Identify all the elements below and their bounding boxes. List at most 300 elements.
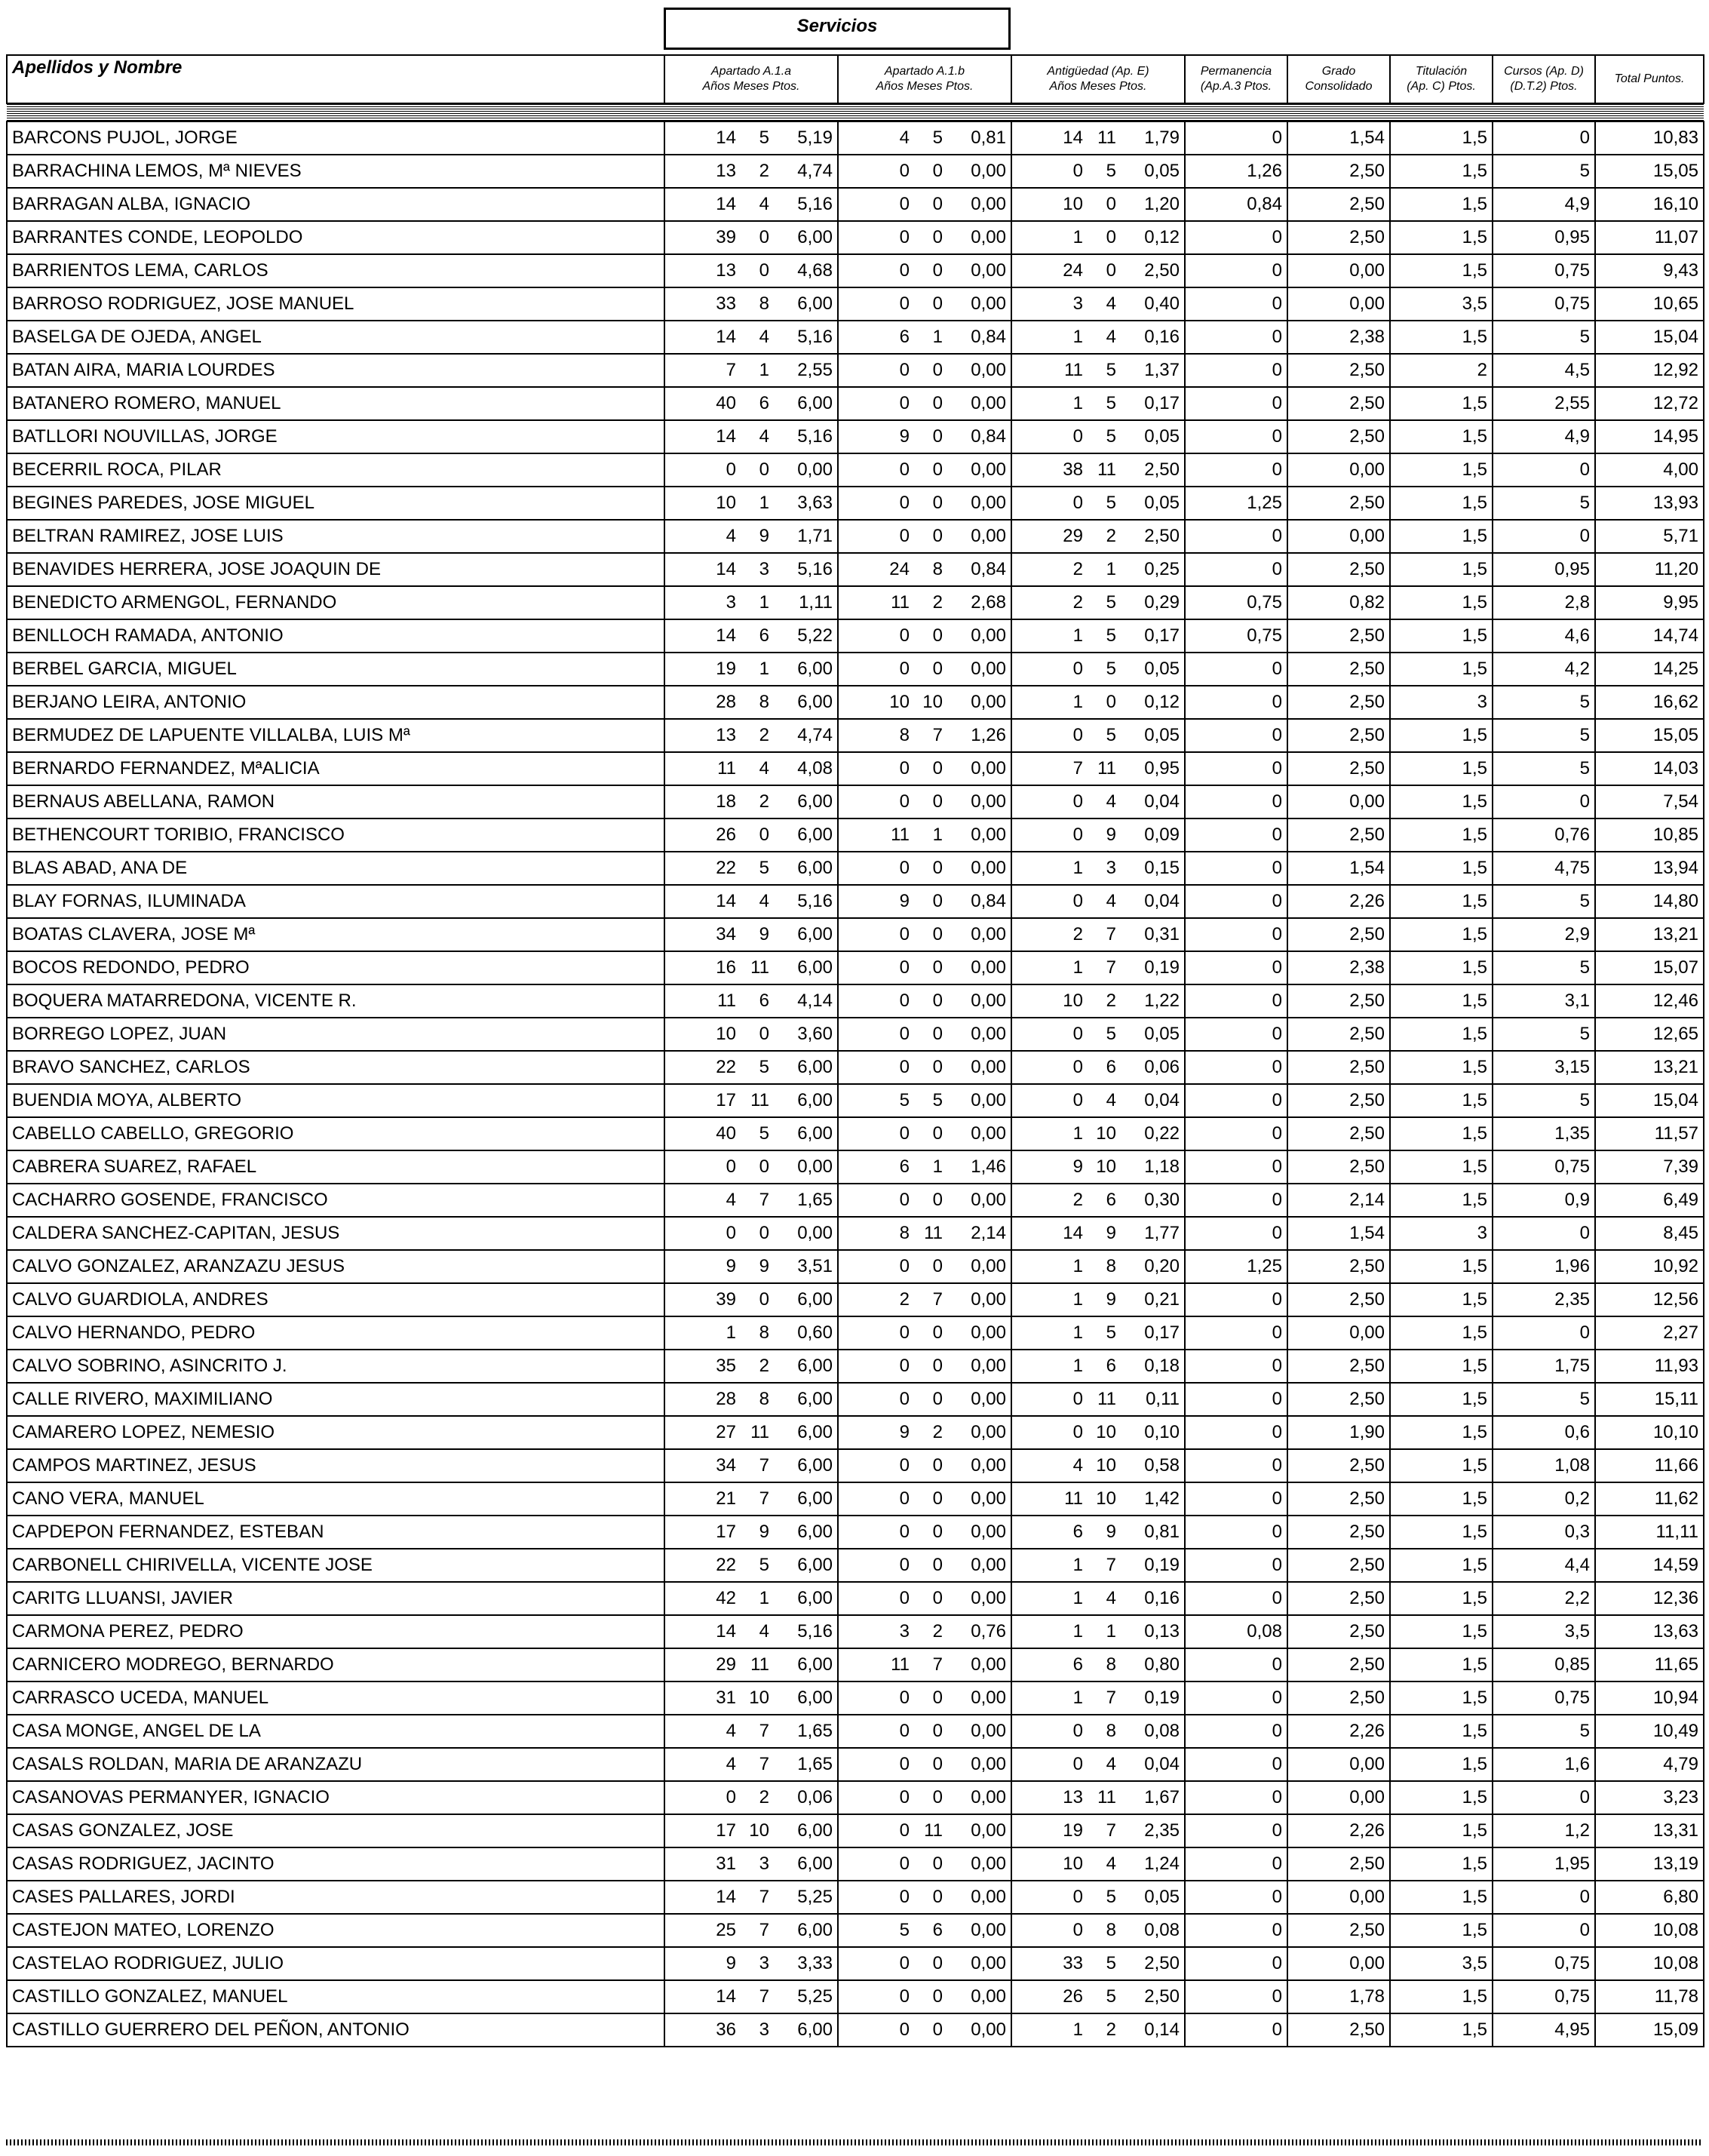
cell-a1b [838, 1250, 1011, 1283]
cell-a1b [838, 719, 1011, 752]
cell-a1b [838, 387, 1011, 420]
cell-antiguedad-years: 2 [1072, 1190, 1083, 1210]
cell-titulacion: 3,5 [1390, 287, 1493, 321]
cell-name: BETHENCOURT TORIBIO, FRANCISCO [7, 818, 664, 852]
cell-cursos: 5 [1493, 885, 1595, 918]
cell-a1b-points: 0,00 [971, 260, 1006, 281]
cell-cursos: 2,8 [1493, 586, 1595, 619]
cell-a1b-points: 0,00 [971, 1787, 1006, 1807]
cell-a1a [664, 1582, 838, 1615]
cell-a1a-points: 1,65 [797, 1721, 833, 1741]
cell-a1a-points: 6,00 [797, 1522, 833, 1542]
cell-cursos: 0 [1493, 453, 1595, 487]
cell-a1a-points: 5,16 [797, 1621, 833, 1642]
cell-grado: 2,50 [1287, 1648, 1390, 1681]
cell-permanencia: 1,25 [1185, 1250, 1287, 1283]
cell-cursos: 5 [1493, 1018, 1595, 1051]
cell-a1b-years: 0 [899, 1688, 910, 1708]
cell-a1a-years: 4 [726, 1190, 736, 1210]
cell-a1b-points: 0,00 [971, 2019, 1006, 2040]
cell-antiguedad-years: 1 [1072, 393, 1083, 413]
cell-titulacion: 1,5 [1390, 1814, 1493, 1847]
cell-name: BENAVIDES HERRERA, JOSE JOAQUIN DE [7, 553, 664, 586]
cell-a1a-points: 5,25 [797, 1986, 833, 2007]
cell-a1a [664, 719, 838, 752]
cell-permanencia: 0 [1185, 553, 1287, 586]
cell-a1a-points: 6,00 [797, 957, 833, 978]
cell-permanencia: 0 [1185, 1748, 1287, 1781]
cell-a1a-months: 9 [759, 526, 769, 546]
cell-grado: 1,90 [1287, 1416, 1390, 1449]
header-name: Apellidos y Nombre [7, 55, 664, 103]
cell-antiguedad-months: 7 [1106, 957, 1116, 978]
cell-antiguedad-years: 1 [1072, 1123, 1083, 1144]
header-a1b: Apartado A.1.b Años Meses Ptos. [838, 55, 1011, 103]
cell-antiguedad-months: 10 [1096, 1123, 1116, 1144]
cell-antiguedad-years: 1 [1072, 1621, 1083, 1642]
table-row [7, 1449, 1704, 1482]
cell-antiguedad-points: 0,40 [1144, 293, 1180, 314]
cell-a1b-years: 0 [899, 1986, 910, 2007]
cell-a1b-points: 0,00 [971, 758, 1006, 779]
cell-total: 16,10 [1595, 188, 1704, 221]
cell-a1a-points: 4,08 [797, 758, 833, 779]
cell-a1a [664, 1117, 838, 1150]
cell-total: 13,94 [1595, 852, 1704, 885]
cell-total: 16,62 [1595, 686, 1704, 719]
cell-a1b [838, 287, 1011, 321]
cell-antiguedad-points: 0,95 [1144, 758, 1180, 779]
cell-a1b-points: 0,00 [971, 360, 1006, 380]
cell-a1b-years: 4 [899, 127, 910, 148]
cell-a1a [664, 852, 838, 885]
table-body [7, 121, 1704, 2047]
cell-a1b-years: 0 [899, 1123, 910, 1144]
cell-grado: 2,50 [1287, 1084, 1390, 1117]
cell-a1a-points: 5,16 [797, 559, 833, 579]
cell-a1b-months: 0 [932, 194, 943, 214]
cell-antiguedad-months: 5 [1106, 161, 1116, 181]
bottom-separator [6, 2139, 1703, 2145]
cell-antiguedad-points: 0,81 [1144, 1522, 1180, 1542]
cell-a1a-points: 5,16 [797, 426, 833, 447]
cell-name: BATAN AIRA, MARIA LOURDES [7, 354, 664, 387]
cell-a1b-years: 5 [899, 1920, 910, 1940]
cell-cursos: 5 [1493, 719, 1595, 752]
cell-name: BARRAGAN ALBA, IGNACIO [7, 188, 664, 221]
cell-cursos: 0,95 [1493, 221, 1595, 254]
cell-a1b [838, 686, 1011, 719]
cell-a1b-points: 0,00 [971, 1820, 1006, 1841]
cell-titulacion: 1,5 [1390, 1781, 1493, 1814]
cell-antiguedad-points: 0,11 [1146, 1389, 1180, 1409]
table-row [7, 2013, 1704, 2047]
cell-a1b [838, 553, 1011, 586]
cell-permanencia: 0 [1185, 1383, 1287, 1416]
header-titulacion: Titulación (Ap. C) Ptos. [1390, 55, 1493, 103]
cell-a1b [838, 1847, 1011, 1881]
cell-name: CAMPOS MARTINEZ, JESUS [7, 1449, 664, 1482]
cell-antiguedad [1011, 1217, 1185, 1250]
cell-cursos: 0 [1493, 785, 1595, 818]
cell-antiguedad-years: 33 [1063, 1953, 1083, 1973]
cell-antiguedad-years: 6 [1072, 1654, 1083, 1675]
cell-antiguedad [1011, 785, 1185, 818]
cell-cursos: 2,9 [1493, 918, 1595, 951]
table-row [7, 1847, 1704, 1881]
cell-grado: 2,50 [1287, 719, 1390, 752]
cell-a1b [838, 1814, 1011, 1847]
cell-cursos: 0,9 [1493, 1184, 1595, 1217]
table-row [7, 1582, 1704, 1615]
cell-a1a-points: 4,74 [797, 725, 833, 745]
cell-antiguedad-months: 4 [1106, 327, 1116, 347]
cell-antiguedad-months: 10 [1096, 1156, 1116, 1177]
cell-a1b [838, 1681, 1011, 1715]
cell-a1b-years: 0 [899, 758, 910, 779]
cell-total: 10,92 [1595, 1250, 1704, 1283]
cell-cursos: 1,2 [1493, 1814, 1595, 1847]
cell-antiguedad-years: 0 [1072, 1721, 1083, 1741]
cell-a1a-years: 26 [716, 825, 736, 845]
cell-a1a-years: 10 [716, 493, 736, 513]
table-row [7, 221, 1704, 254]
cell-antiguedad [1011, 653, 1185, 686]
cell-total: 7,54 [1595, 785, 1704, 818]
cell-grado: 2,50 [1287, 1681, 1390, 1715]
cell-a1b-points: 0,00 [971, 990, 1006, 1011]
cell-a1b-months: 0 [932, 1887, 943, 1907]
cell-antiguedad-points: 0,05 [1144, 1024, 1180, 1044]
cell-a1a [664, 1250, 838, 1283]
cell-permanencia: 0 [1185, 387, 1287, 420]
cell-a1b-months: 0 [932, 791, 943, 812]
cell-titulacion: 3 [1390, 686, 1493, 719]
cell-antiguedad [1011, 520, 1185, 553]
cell-total: 10,49 [1595, 1715, 1704, 1748]
cell-a1b-years: 0 [899, 526, 910, 546]
cell-a1a-months: 1 [759, 493, 769, 513]
cell-a1a-years: 31 [716, 1853, 736, 1874]
cell-antiguedad-points: 2,50 [1144, 1953, 1180, 1973]
cell-a1a-points: 6,00 [797, 1920, 833, 1940]
cell-a1a-months: 1 [759, 592, 769, 613]
table-row [7, 885, 1704, 918]
cell-cursos: 3,1 [1493, 984, 1595, 1018]
cell-a1b [838, 1748, 1011, 1781]
cell-grado: 2,50 [1287, 1383, 1390, 1416]
cell-titulacion: 1,5 [1390, 1681, 1493, 1715]
cell-antiguedad-years: 1 [1072, 957, 1083, 978]
cell-antiguedad-years: 7 [1072, 758, 1083, 779]
cell-titulacion: 1,5 [1390, 1482, 1493, 1516]
cell-a1b [838, 1781, 1011, 1814]
cell-cursos: 2,55 [1493, 387, 1595, 420]
cell-titulacion: 1,5 [1390, 1250, 1493, 1283]
cell-name: CABELLO CABELLO, GREGORIO [7, 1117, 664, 1150]
cell-a1b [838, 1947, 1011, 1980]
cell-grado: 0,00 [1287, 1748, 1390, 1781]
cell-a1a-points: 1,65 [797, 1754, 833, 1774]
cell-a1a-years: 1 [726, 1322, 736, 1343]
cell-a1b [838, 852, 1011, 885]
cell-antiguedad [1011, 1184, 1185, 1217]
cell-total: 10,65 [1595, 287, 1704, 321]
cell-permanencia: 0 [1185, 984, 1287, 1018]
cell-grado: 2,50 [1287, 686, 1390, 719]
cell-a1a [664, 254, 838, 287]
cell-a1b [838, 1316, 1011, 1350]
cell-titulacion: 1,5 [1390, 221, 1493, 254]
cell-cursos: 3,15 [1493, 1051, 1595, 1084]
cell-a1b [838, 1217, 1011, 1250]
cell-permanencia: 0 [1185, 852, 1287, 885]
cell-antiguedad-years: 1 [1072, 1555, 1083, 1575]
cell-antiguedad-points: 0,17 [1144, 625, 1180, 646]
cell-a1b-months: 0 [932, 260, 943, 281]
cell-a1a-points: 5,25 [797, 1887, 833, 1907]
cell-permanencia: 0 [1185, 1084, 1287, 1117]
cell-cursos: 0,75 [1493, 1150, 1595, 1184]
cell-a1a-months: 5 [759, 858, 769, 878]
cell-a1b-years: 0 [899, 493, 910, 513]
cell-antiguedad [1011, 719, 1185, 752]
cell-a1b-points: 0,00 [971, 1024, 1006, 1044]
cell-a1b-months: 0 [932, 1488, 943, 1509]
cell-grado: 1,78 [1287, 1980, 1390, 2013]
cell-antiguedad-months: 10 [1096, 1422, 1116, 1442]
cell-a1a-months: 4 [759, 758, 769, 779]
cell-name: BORREGO LOPEZ, JUAN [7, 1018, 664, 1051]
cell-name: BUENDIA MOYA, ALBERTO [7, 1084, 664, 1117]
cell-a1b [838, 321, 1011, 354]
cell-antiguedad-points: 0,05 [1144, 493, 1180, 513]
cell-antiguedad [1011, 1316, 1185, 1350]
cell-a1a-years: 14 [716, 559, 736, 579]
cell-a1a-points: 6,00 [797, 227, 833, 247]
cell-a1b-months: 0 [932, 1953, 943, 1973]
cell-a1b-months: 0 [932, 161, 943, 181]
cell-a1a-points: 4,68 [797, 260, 833, 281]
cell-antiguedad-years: 2 [1072, 924, 1083, 944]
cell-a1b-years: 0 [899, 858, 910, 878]
table-row [7, 1947, 1704, 1980]
cell-a1b [838, 984, 1011, 1018]
cell-antiguedad-years: 19 [1063, 1820, 1083, 1841]
cell-a1a-points: 3,63 [797, 493, 833, 513]
cell-name: CALVO GONZALEZ, ARANZAZU JESUS [7, 1250, 664, 1283]
cell-cursos: 3,5 [1493, 1615, 1595, 1648]
cell-permanencia: 0,84 [1185, 188, 1287, 221]
cell-permanencia: 0,08 [1185, 1615, 1287, 1648]
cell-antiguedad [1011, 1051, 1185, 1084]
table-row [7, 1814, 1704, 1847]
cell-titulacion: 1,5 [1390, 1881, 1493, 1914]
cell-grado: 2,50 [1287, 984, 1390, 1018]
cell-a1b-months: 0 [932, 1754, 943, 1774]
table-row [7, 453, 1704, 487]
table-row [7, 1217, 1704, 1250]
table-row [7, 1781, 1704, 1814]
cell-a1b [838, 785, 1011, 818]
cell-cursos: 1,75 [1493, 1350, 1595, 1383]
cell-cursos: 5 [1493, 155, 1595, 188]
cell-a1b-years: 0 [899, 1754, 910, 1774]
cell-titulacion: 1,5 [1390, 487, 1493, 520]
cell-a1b-months: 6 [932, 1920, 943, 1940]
cell-a1b-years: 0 [899, 1555, 910, 1575]
cell-cursos: 5 [1493, 487, 1595, 520]
cell-antiguedad-years: 0 [1072, 161, 1083, 181]
cell-antiguedad [1011, 221, 1185, 254]
cell-a1a-months: 8 [759, 1322, 769, 1343]
cell-permanencia: 0 [1185, 1847, 1287, 1881]
cell-a1b-points: 0,00 [971, 1488, 1006, 1509]
cell-a1a-points: 6,00 [797, 1057, 833, 1077]
cell-a1a-points: 0,00 [797, 1223, 833, 1243]
cell-total: 12,36 [1595, 1582, 1704, 1615]
cell-cursos: 0,85 [1493, 1648, 1595, 1681]
cell-antiguedad [1011, 1681, 1185, 1715]
cell-a1b-months: 0 [932, 1024, 943, 1044]
cell-antiguedad [1011, 885, 1185, 918]
cell-antiguedad-years: 1 [1072, 1256, 1083, 1276]
cell-name: BECERRIL ROCA, PILAR [7, 453, 664, 487]
cell-a1b-years: 24 [889, 559, 910, 579]
cell-a1b-points: 0,00 [971, 1057, 1006, 1077]
cell-total: 9,95 [1595, 586, 1704, 619]
cell-a1a [664, 1781, 838, 1814]
cell-a1a-months: 7 [759, 1754, 769, 1774]
cell-a1a-points: 5,16 [797, 194, 833, 214]
cell-a1b-months: 0 [932, 1356, 943, 1376]
cell-total: 12,92 [1595, 354, 1704, 387]
cell-name: CASA MONGE, ANGEL DE LA [7, 1715, 664, 1748]
table-row [7, 1051, 1704, 1084]
cell-titulacion: 1,5 [1390, 1615, 1493, 1648]
cell-antiguedad-months: 9 [1106, 1289, 1116, 1310]
cell-a1a-years: 16 [716, 957, 736, 978]
cell-name: BATLLORI NOUVILLAS, JORGE [7, 420, 664, 453]
cell-a1b-years: 3 [899, 1621, 910, 1642]
cell-a1b-months: 0 [932, 858, 943, 878]
cell-a1a-years: 0 [726, 1223, 736, 1243]
cell-a1a [664, 653, 838, 686]
cell-cursos: 5 [1493, 321, 1595, 354]
cell-name: BERBEL GARCIA, MIGUEL [7, 653, 664, 686]
cell-name: BERJANO LEIRA, ANTONIO [7, 686, 664, 719]
cell-antiguedad [1011, 1416, 1185, 1449]
cell-titulacion: 1,5 [1390, 1516, 1493, 1549]
cell-name: BARCONS PUJOL, JORGE [7, 121, 664, 155]
cell-total: 4,00 [1595, 453, 1704, 487]
cell-antiguedad-points: 0,22 [1144, 1123, 1180, 1144]
cell-name: BERNARDO FERNANDEZ, MªALICIA [7, 752, 664, 785]
cell-a1a-years: 7 [726, 360, 736, 380]
cell-a1b-months: 0 [932, 393, 943, 413]
cell-a1a [664, 752, 838, 785]
cell-name: CACHARRO GOSENDE, FRANCISCO [7, 1184, 664, 1217]
cell-a1b-points: 0,76 [971, 1621, 1006, 1642]
cell-antiguedad-years: 0 [1072, 1090, 1083, 1110]
cell-total: 14,59 [1595, 1549, 1704, 1582]
cell-grado: 2,50 [1287, 420, 1390, 453]
cell-a1b-months: 7 [932, 725, 943, 745]
cell-a1a-years: 22 [716, 858, 736, 878]
cell-a1a-years: 25 [716, 1920, 736, 1940]
cell-a1b [838, 1184, 1011, 1217]
cell-antiguedad-points: 0,12 [1144, 227, 1180, 247]
cell-a1b-years: 0 [899, 260, 910, 281]
cell-name: BLAS ABAD, ANA DE [7, 852, 664, 885]
header-a1a: Apartado A.1.a Años Meses Ptos. [664, 55, 838, 103]
cell-cursos: 2,35 [1493, 1283, 1595, 1316]
header-separator [7, 103, 1704, 121]
cell-grado: 2,50 [1287, 1117, 1390, 1150]
cell-antiguedad-years: 10 [1063, 1853, 1083, 1874]
cell-titulacion: 1,5 [1390, 553, 1493, 586]
cell-total: 11,78 [1595, 1980, 1704, 2013]
cell-antiguedad-months: 1 [1106, 559, 1116, 579]
cell-antiguedad-points: 0,08 [1144, 1721, 1180, 1741]
cell-a1a [664, 354, 838, 387]
cell-grado: 2,50 [1287, 653, 1390, 686]
cell-name: BERMUDEZ DE LAPUENTE VILLALBA, LUIS Mª [7, 719, 664, 752]
cell-a1b-years: 0 [899, 791, 910, 812]
cell-titulacion: 1,5 [1390, 254, 1493, 287]
cell-a1a-points: 1,11 [799, 592, 833, 613]
cell-titulacion: 1,5 [1390, 1715, 1493, 1748]
cell-antiguedad [1011, 1980, 1185, 2013]
cell-a1a-years: 0 [726, 1787, 736, 1807]
cell-antiguedad [1011, 818, 1185, 852]
cell-name: CARNICERO MODREGO, BERNARDO [7, 1648, 664, 1681]
cell-a1a-months: 3 [759, 1853, 769, 1874]
cell-antiguedad-months: 5 [1106, 725, 1116, 745]
cell-total: 13,19 [1595, 1847, 1704, 1881]
cell-a1a-points: 1,65 [797, 1190, 833, 1210]
cell-antiguedad [1011, 1449, 1185, 1482]
cell-a1b-months: 0 [932, 1853, 943, 1874]
cell-a1a-points: 6,00 [797, 1654, 833, 1675]
cell-grado: 0,00 [1287, 785, 1390, 818]
cell-antiguedad-years: 1 [1072, 327, 1083, 347]
table-row [7, 1383, 1704, 1416]
cell-a1b-years: 0 [899, 1522, 910, 1542]
cell-a1b-months: 7 [932, 1289, 943, 1310]
cell-antiguedad-points: 0,04 [1144, 1090, 1180, 1110]
cell-titulacion: 1,5 [1390, 1084, 1493, 1117]
cell-a1b-years: 11 [891, 592, 910, 613]
cell-a1b-months: 0 [932, 227, 943, 247]
cell-permanencia: 0 [1185, 2013, 1287, 2047]
table-row [7, 1615, 1704, 1648]
cell-a1b-points: 0,00 [971, 1256, 1006, 1276]
cell-cursos: 4,75 [1493, 852, 1595, 885]
table-row [7, 1117, 1704, 1150]
table-row [7, 1350, 1704, 1383]
cell-antiguedad-years: 1 [1072, 1322, 1083, 1343]
cell-a1a-months: 9 [759, 924, 769, 944]
cell-a1b-years: 0 [899, 1887, 910, 1907]
cell-a1a [664, 1084, 838, 1117]
cell-name: BASELGA DE OJEDA, ANGEL [7, 321, 664, 354]
cell-a1a [664, 387, 838, 420]
cell-name: CASAS RODRIGUEZ, JACINTO [7, 1847, 664, 1881]
cell-a1b-months: 2 [932, 592, 943, 613]
cell-a1b [838, 1516, 1011, 1549]
cell-antiguedad-points: 1,20 [1144, 194, 1180, 214]
